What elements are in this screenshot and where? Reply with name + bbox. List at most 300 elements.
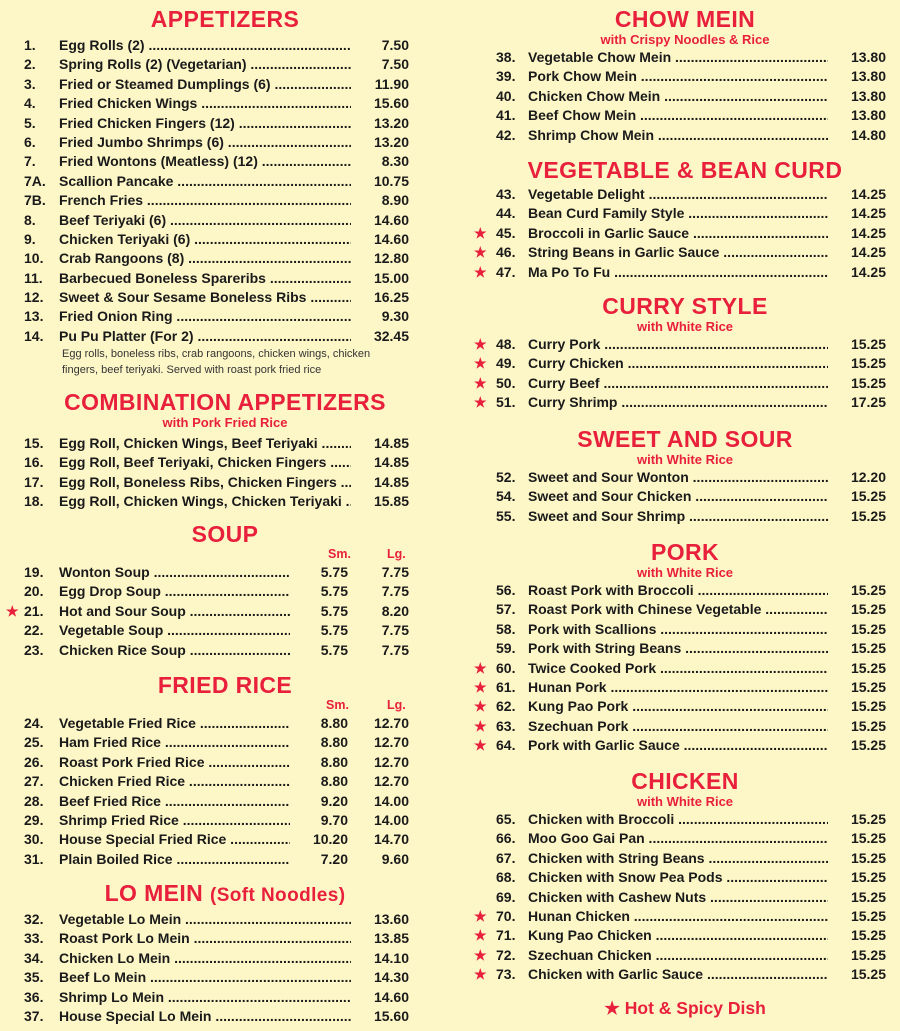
- item-price-large: 8.20: [381, 602, 409, 619]
- section-title: APPETIZERS: [150, 6, 300, 32]
- item-price-large: 7.75: [381, 564, 409, 580]
- item-price: 7.50: [351, 55, 409, 74]
- item-number: 42.: [496, 126, 516, 143]
- menu-item-row: [470, 907, 900, 926]
- item-number: 11.: [24, 269, 43, 286]
- item-price: 15.25: [828, 946, 886, 965]
- item-number: 14.: [24, 327, 44, 344]
- section-title: SWEET AND SOUR: [577, 426, 793, 452]
- item-name: House Special Fried Rice .....: [59, 830, 294, 849]
- menu-item-row: [0, 968, 450, 987]
- small-size-label: Sm.: [326, 698, 349, 712]
- item-number: 27.: [24, 773, 44, 790]
- item-number: 28.: [24, 792, 44, 809]
- item-price-large: 7.75: [381, 583, 409, 600]
- item-number: 44.: [496, 205, 516, 222]
- item-number: 23.: [24, 641, 44, 658]
- section-pork: [470, 539, 900, 756]
- item-name: Chicken Rice Soup .....: [59, 641, 294, 660]
- spicy-star-icon: ★: [474, 336, 487, 352]
- menu-item-row: [470, 600, 900, 619]
- section-vegetable-bean-curd: [470, 157, 900, 282]
- item-name: String Beans in Garlic Sauce .....: [528, 243, 832, 262]
- item-number: 33.: [24, 930, 44, 947]
- hot-spicy-legend: ★ Hot & Spicy Dish: [604, 998, 766, 1018]
- section-title-main: LO MEIN: [104, 880, 204, 906]
- item-price-large: 12.70: [373, 734, 409, 751]
- menu-item-row: [470, 829, 900, 848]
- item-name: Chicken Lo Mein .....: [59, 949, 355, 968]
- menu-item-row: [0, 792, 450, 811]
- item-number: 17.: [24, 473, 44, 490]
- item-number: 73.: [496, 966, 516, 983]
- item-price: 15.25: [828, 736, 886, 755]
- item-list: [470, 185, 900, 282]
- item-name: Ma Po To Fu .....: [528, 263, 832, 282]
- item-price: 11.90: [351, 75, 409, 94]
- item-price: 14.60: [351, 211, 409, 230]
- item-name: Fried Onion Ring .....: [59, 307, 355, 326]
- item-number: 34.: [24, 949, 44, 966]
- item-name: Pork Chow Mein .....: [528, 67, 832, 86]
- menu-item-row: [0, 453, 450, 472]
- item-number: 13.: [24, 308, 44, 325]
- item-price: 13.80: [828, 87, 886, 106]
- spicy-star-icon: ★: [474, 659, 487, 676]
- menu-item-row: [0, 929, 450, 948]
- menu-item-row: [0, 191, 450, 210]
- item-name: Plain Boiled Rice .....: [59, 850, 294, 869]
- section-soup: [0, 521, 450, 660]
- section-title: [0, 880, 450, 909]
- item-number: 54.: [496, 488, 516, 505]
- menu-item-row: [0, 211, 450, 230]
- menu-item-row: [0, 152, 450, 171]
- item-name: Pu Pu Platter (For 2) .....: [59, 327, 355, 346]
- item-number: 2.: [24, 56, 36, 73]
- spicy-star-icon: ★: [474, 737, 487, 754]
- item-price: 8.80: [290, 714, 348, 733]
- menu-item-row: [470, 263, 900, 282]
- item-name: Fried Jumbo Shrimps (6) .....: [59, 133, 355, 152]
- item-name: Wonton Soup .....: [59, 563, 294, 582]
- menu-item-row: [0, 1007, 450, 1026]
- spicy-star-icon: ★: [474, 244, 487, 261]
- spicy-star-icon: ★: [6, 602, 19, 619]
- item-price: 8.80: [290, 772, 348, 791]
- item-price: 15.25: [828, 829, 886, 848]
- item-number: 46.: [496, 244, 516, 261]
- item-name: Curry Chicken .....: [528, 354, 832, 373]
- item-price: 7.50: [351, 36, 409, 55]
- section-subtitle: with White Rice: [636, 452, 734, 467]
- menu-item-row: [470, 468, 900, 487]
- spicy-star-icon: ★: [474, 224, 487, 241]
- size-header: [0, 698, 450, 714]
- item-number: 30.: [24, 831, 44, 848]
- menu-item-row: [0, 172, 450, 191]
- item-name: Kung Pao Chicken .....: [528, 926, 832, 945]
- section-title: CURRY STYLE: [602, 293, 768, 319]
- item-price: 16.25: [351, 288, 409, 307]
- item-price: 32.45: [351, 327, 409, 346]
- item-name: Fried Wontons (Meatless) (12) .....: [59, 152, 355, 171]
- item-name: Fried Chicken Fingers (12) .....: [59, 114, 355, 133]
- menu-item-row: [0, 230, 450, 249]
- item-price: 15.60: [351, 1007, 409, 1026]
- section-lo-mein: [0, 880, 450, 1026]
- item-number: 45.: [496, 224, 516, 241]
- item-name: Chicken with Cashew Nuts .....: [528, 888, 832, 907]
- item-name: Hunan Chicken .....: [528, 907, 832, 926]
- item-price: 13.80: [828, 48, 886, 67]
- item-name: Curry Beef .....: [528, 374, 832, 393]
- item-price: 9.30: [351, 307, 409, 326]
- item-name: Vegetable Delight .....: [528, 185, 832, 204]
- menu-item-row: [470, 126, 900, 145]
- item-number: 7A.: [24, 172, 46, 189]
- menu-item-row: [470, 581, 900, 600]
- item-price: 5.75: [290, 582, 348, 601]
- item-name: Egg Drop Soup .....: [59, 582, 294, 601]
- item-price: 5.75: [290, 641, 348, 660]
- section-title-note: (Soft Noodles): [210, 885, 346, 906]
- menu-item-row: [470, 393, 900, 412]
- item-price: 14.60: [351, 230, 409, 249]
- item-price-large: 9.60: [381, 850, 409, 867]
- item-price: 8.80: [290, 733, 348, 752]
- item-price: 7.20: [290, 850, 348, 869]
- menu-item-row: [0, 36, 450, 55]
- item-price-large: 12.70: [373, 753, 409, 770]
- menu-item-row: [0, 910, 450, 929]
- item-price: 14.25: [828, 204, 886, 223]
- item-name: Curry Pork .....: [528, 335, 832, 354]
- item-price: 9.20: [290, 792, 348, 811]
- item-name: Sweet and Sour Chicken .....: [528, 487, 832, 506]
- menu-item-row: [470, 678, 900, 697]
- menu-item-row: [470, 620, 900, 639]
- item-name: Szechuan Chicken .....: [528, 946, 832, 965]
- section-title: CHICKEN: [631, 768, 739, 794]
- item-number: 18.: [24, 493, 44, 510]
- item-list: [470, 335, 900, 413]
- item-name: Shrimp Fried Rice .....: [59, 811, 294, 830]
- item-price: 14.25: [828, 243, 886, 262]
- item-price: 15.00: [351, 269, 409, 288]
- item-number: 36.: [24, 988, 44, 1005]
- item-price: 15.25: [828, 487, 886, 506]
- item-name: Egg Roll, Chicken Wings, Chicken Teriyaki .....: [59, 492, 355, 511]
- item-price: 8.30: [351, 152, 409, 171]
- item-price: 13.80: [828, 67, 886, 86]
- item-number: 50.: [496, 374, 516, 391]
- item-price: 5.75: [290, 602, 348, 621]
- menu-item-row: [0, 733, 450, 752]
- item-price: 17.25: [828, 393, 886, 412]
- menu-item-row: [470, 810, 900, 829]
- spicy-star-icon: ★: [474, 698, 487, 715]
- item-price: 15.85: [351, 492, 409, 511]
- item-price: 14.85: [351, 453, 409, 472]
- item-number: 32.: [24, 911, 44, 927]
- item-name: Beef Teriyaki (6) .....: [59, 211, 355, 230]
- menu-item-row: [470, 87, 900, 106]
- menu-item-row: [0, 434, 450, 453]
- item-number: 3.: [24, 75, 36, 92]
- item-price-large: 7.75: [381, 641, 409, 658]
- item-name: House Special Lo Mein .....: [59, 1007, 355, 1026]
- menu-item-row: [470, 67, 900, 86]
- item-number: 29.: [24, 811, 44, 828]
- item-price: 15.25: [828, 507, 886, 526]
- item-list: [470, 48, 900, 145]
- spicy-star-icon: ★: [474, 907, 487, 924]
- menu-item-row: [470, 354, 900, 373]
- item-list: [470, 581, 900, 756]
- item-name: Beef Chow Mein .....: [528, 106, 832, 125]
- item-number: 47.: [496, 263, 516, 280]
- section-appetizers: [0, 6, 450, 378]
- item-name: Spring Rolls (2) (Vegetarian) .....: [59, 55, 355, 74]
- item-number: 40.: [496, 87, 516, 104]
- item-number: 43.: [496, 186, 516, 202]
- menu-item-row: [470, 965, 900, 984]
- item-price: 15.25: [828, 600, 886, 619]
- large-size-label: Lg.: [387, 547, 406, 561]
- spicy-star-icon: ★: [474, 263, 487, 280]
- item-number: 24.: [24, 715, 44, 731]
- menu-item-row: [0, 830, 450, 849]
- item-name: Curry Shrimp .....: [528, 393, 832, 412]
- item-price: 14.60: [351, 988, 409, 1007]
- item-price: 14.85: [351, 434, 409, 453]
- size-header: [0, 547, 450, 563]
- item-name: Chicken Teriyaki (6) .....: [59, 230, 355, 249]
- item-number: 58.: [496, 620, 516, 637]
- menu-item-row: [0, 94, 450, 113]
- item-price: 15.25: [828, 639, 886, 658]
- item-name: Pork with Garlic Sauce .....: [528, 736, 832, 755]
- item-name: Bean Curd Family Style .....: [528, 204, 832, 223]
- item-list: [0, 434, 450, 512]
- section-subtitle: with White Rice: [636, 319, 734, 334]
- item-number: 49.: [496, 355, 516, 372]
- menu-item-row: [470, 888, 900, 907]
- menu-item-row: [470, 697, 900, 716]
- small-size-label: Sm.: [328, 547, 351, 561]
- menu-item-row: [0, 473, 450, 492]
- section-fried-rice: [0, 672, 450, 869]
- item-number: 67.: [496, 849, 516, 866]
- menu-item-row: [0, 949, 450, 968]
- item-price-large: 14.00: [373, 792, 409, 809]
- menu-item-row: [0, 269, 450, 288]
- item-price: 13.20: [351, 114, 409, 133]
- item-price: 14.85: [351, 473, 409, 492]
- section-subtitle: with Crispy Noodles & Rice: [600, 32, 770, 47]
- menu-item-row: [0, 641, 450, 660]
- item-name: Ham Fried Rice .....: [59, 733, 294, 752]
- item-number: 61.: [496, 678, 516, 695]
- item-price: 13.60: [351, 910, 409, 929]
- menu-item-row: [470, 507, 900, 526]
- section-title: FRIED RICE: [157, 672, 293, 698]
- item-number: 6.: [24, 133, 36, 150]
- item-price: 15.25: [828, 888, 886, 907]
- menu-item-row: [470, 736, 900, 755]
- menu-item-row: [0, 988, 450, 1007]
- section-subtitle: with White Rice: [636, 794, 734, 809]
- item-name: Egg Rolls (2) .....: [59, 36, 355, 55]
- item-number: 12.: [24, 289, 44, 306]
- item-number: 7.: [24, 153, 36, 170]
- item-number: 16.: [24, 454, 44, 471]
- item-name: Sweet and Sour Wonton .....: [528, 468, 832, 487]
- item-number: 65.: [496, 811, 516, 827]
- item-number: 38.: [496, 49, 516, 65]
- item-price-large: 12.70: [373, 773, 409, 790]
- section-combination-appetizers: [0, 389, 450, 512]
- menu-item-row: [0, 772, 450, 791]
- item-list: [0, 563, 450, 660]
- section-title: VEGETABLE & BEAN CURD: [527, 157, 843, 183]
- item-price: 10.20: [290, 830, 348, 849]
- item-price: 14.25: [828, 224, 886, 243]
- section-title: CHOW MEIN: [614, 6, 756, 32]
- item-name: Egg Roll, Boneless Ribs, Chicken Fingers .....: [59, 473, 355, 492]
- item-number: 10.: [24, 250, 44, 267]
- item-name: Sweet and Sour Shrimp .....: [528, 507, 832, 526]
- item-name: French Fries .....: [59, 191, 355, 210]
- section-curry-style: [470, 293, 900, 413]
- item-price: 15.25: [828, 620, 886, 639]
- menu-item-row: [0, 55, 450, 74]
- item-number: 70.: [496, 907, 516, 924]
- item-list: [0, 910, 450, 1026]
- item-number: 55.: [496, 507, 516, 524]
- item-number: 59.: [496, 640, 516, 657]
- item-number: 39.: [496, 68, 516, 85]
- item-number: 31.: [24, 850, 44, 867]
- item-name: Chicken with Broccoli .....: [528, 810, 832, 829]
- menu-item-row: [0, 249, 450, 268]
- item-price-large: 12.70: [373, 715, 409, 731]
- item-name: Chicken Chow Mein .....: [528, 87, 832, 106]
- item-price: 14.10: [351, 949, 409, 968]
- item-price: 15.25: [828, 810, 886, 829]
- item-name: Beef Lo Mein .....: [59, 968, 355, 987]
- item-price: 15.25: [828, 659, 886, 678]
- item-number: 60.: [496, 659, 516, 676]
- menu-item-row: [470, 659, 900, 678]
- menu-item-row: [0, 327, 450, 346]
- item-price: 15.25: [828, 581, 886, 600]
- item-list: [0, 714, 450, 869]
- item-price: 5.75: [290, 621, 348, 640]
- spicy-star-icon: ★: [474, 394, 487, 411]
- menu-item-row: [470, 926, 900, 945]
- item-name: Egg Roll, Chicken Wings, Beef Teriyaki .....: [59, 434, 355, 453]
- section-chow-mein: [470, 6, 900, 145]
- section-title: COMBINATION APPETIZERS: [64, 389, 386, 415]
- item-number: 20.: [24, 583, 44, 600]
- item-list: [0, 36, 450, 346]
- item-name: Chicken with Snow Pea Pods .....: [528, 868, 832, 887]
- item-name: Fried or Steamed Dumplings (6) .....: [59, 75, 355, 94]
- item-name: Beef Fried Rice .....: [59, 792, 294, 811]
- item-name: Chicken with String Beans .....: [528, 849, 832, 868]
- menu-item-row: [470, 717, 900, 736]
- item-price: 15.25: [828, 717, 886, 736]
- section-title: PORK: [650, 539, 720, 565]
- item-name: Broccoli in Garlic Sauce .....: [528, 224, 832, 243]
- menu-item-row: [0, 492, 450, 511]
- menu-item-row: [0, 582, 450, 601]
- item-number: 62.: [496, 698, 516, 715]
- menu-item-row: [0, 811, 450, 830]
- menu-item-row: [0, 307, 450, 326]
- item-price-large: 14.00: [373, 811, 409, 828]
- menu-item-row: [470, 374, 900, 393]
- menu-item-row: [470, 335, 900, 354]
- menu-item-row: [470, 106, 900, 125]
- menu-item-row: [470, 48, 900, 67]
- item-number: 22.: [24, 622, 44, 639]
- item-number: 41.: [496, 107, 516, 124]
- item-number: 5.: [24, 114, 36, 131]
- item-price-large: 7.75: [381, 622, 409, 639]
- item-name: Vegetable Chow Mein .....: [528, 48, 832, 67]
- item-name: Pork with String Beans .....: [528, 639, 832, 658]
- item-number: 63.: [496, 717, 516, 734]
- item-name: Sweet & Sour Sesame Boneless Ribs .....: [59, 288, 355, 307]
- item-price: 15.25: [828, 697, 886, 716]
- item-number: 66.: [496, 830, 516, 847]
- item-list: [470, 810, 900, 985]
- item-price: 15.25: [828, 868, 886, 887]
- item-price: 10.75: [351, 172, 409, 191]
- spicy-star-icon: ★: [474, 374, 487, 391]
- item-price: 8.80: [290, 753, 348, 772]
- menu-item-row: [0, 753, 450, 772]
- spicy-star-icon: ★: [474, 717, 487, 734]
- item-number: 64.: [496, 737, 516, 754]
- item-name: Scallion Pancake .....: [59, 172, 355, 191]
- item-price: 13.80: [828, 106, 886, 125]
- item-number: 15.: [24, 435, 44, 451]
- item-price: 15.25: [828, 849, 886, 868]
- menu-item-row: [470, 185, 900, 204]
- item-name: Hunan Pork .....: [528, 678, 832, 697]
- item-price: 14.25: [828, 263, 886, 282]
- section-subtitle: with Pork Fried Rice: [162, 415, 288, 430]
- item-number: 9.: [24, 230, 36, 247]
- item-list: [470, 468, 900, 526]
- item-price: 14.80: [828, 126, 886, 145]
- item-price: 14.25: [828, 185, 886, 204]
- item-number: 8.: [24, 211, 36, 228]
- item-price: 15.25: [828, 926, 886, 945]
- item-price: 15.25: [828, 335, 886, 354]
- item-price: 15.60: [351, 94, 409, 113]
- item-price: 12.20: [828, 468, 886, 487]
- item-number: 1.: [24, 37, 36, 53]
- menu-item-row: [0, 563, 450, 582]
- menu-item-row: [0, 621, 450, 640]
- item-price: 14.30: [351, 968, 409, 987]
- menu-item-row: [0, 114, 450, 133]
